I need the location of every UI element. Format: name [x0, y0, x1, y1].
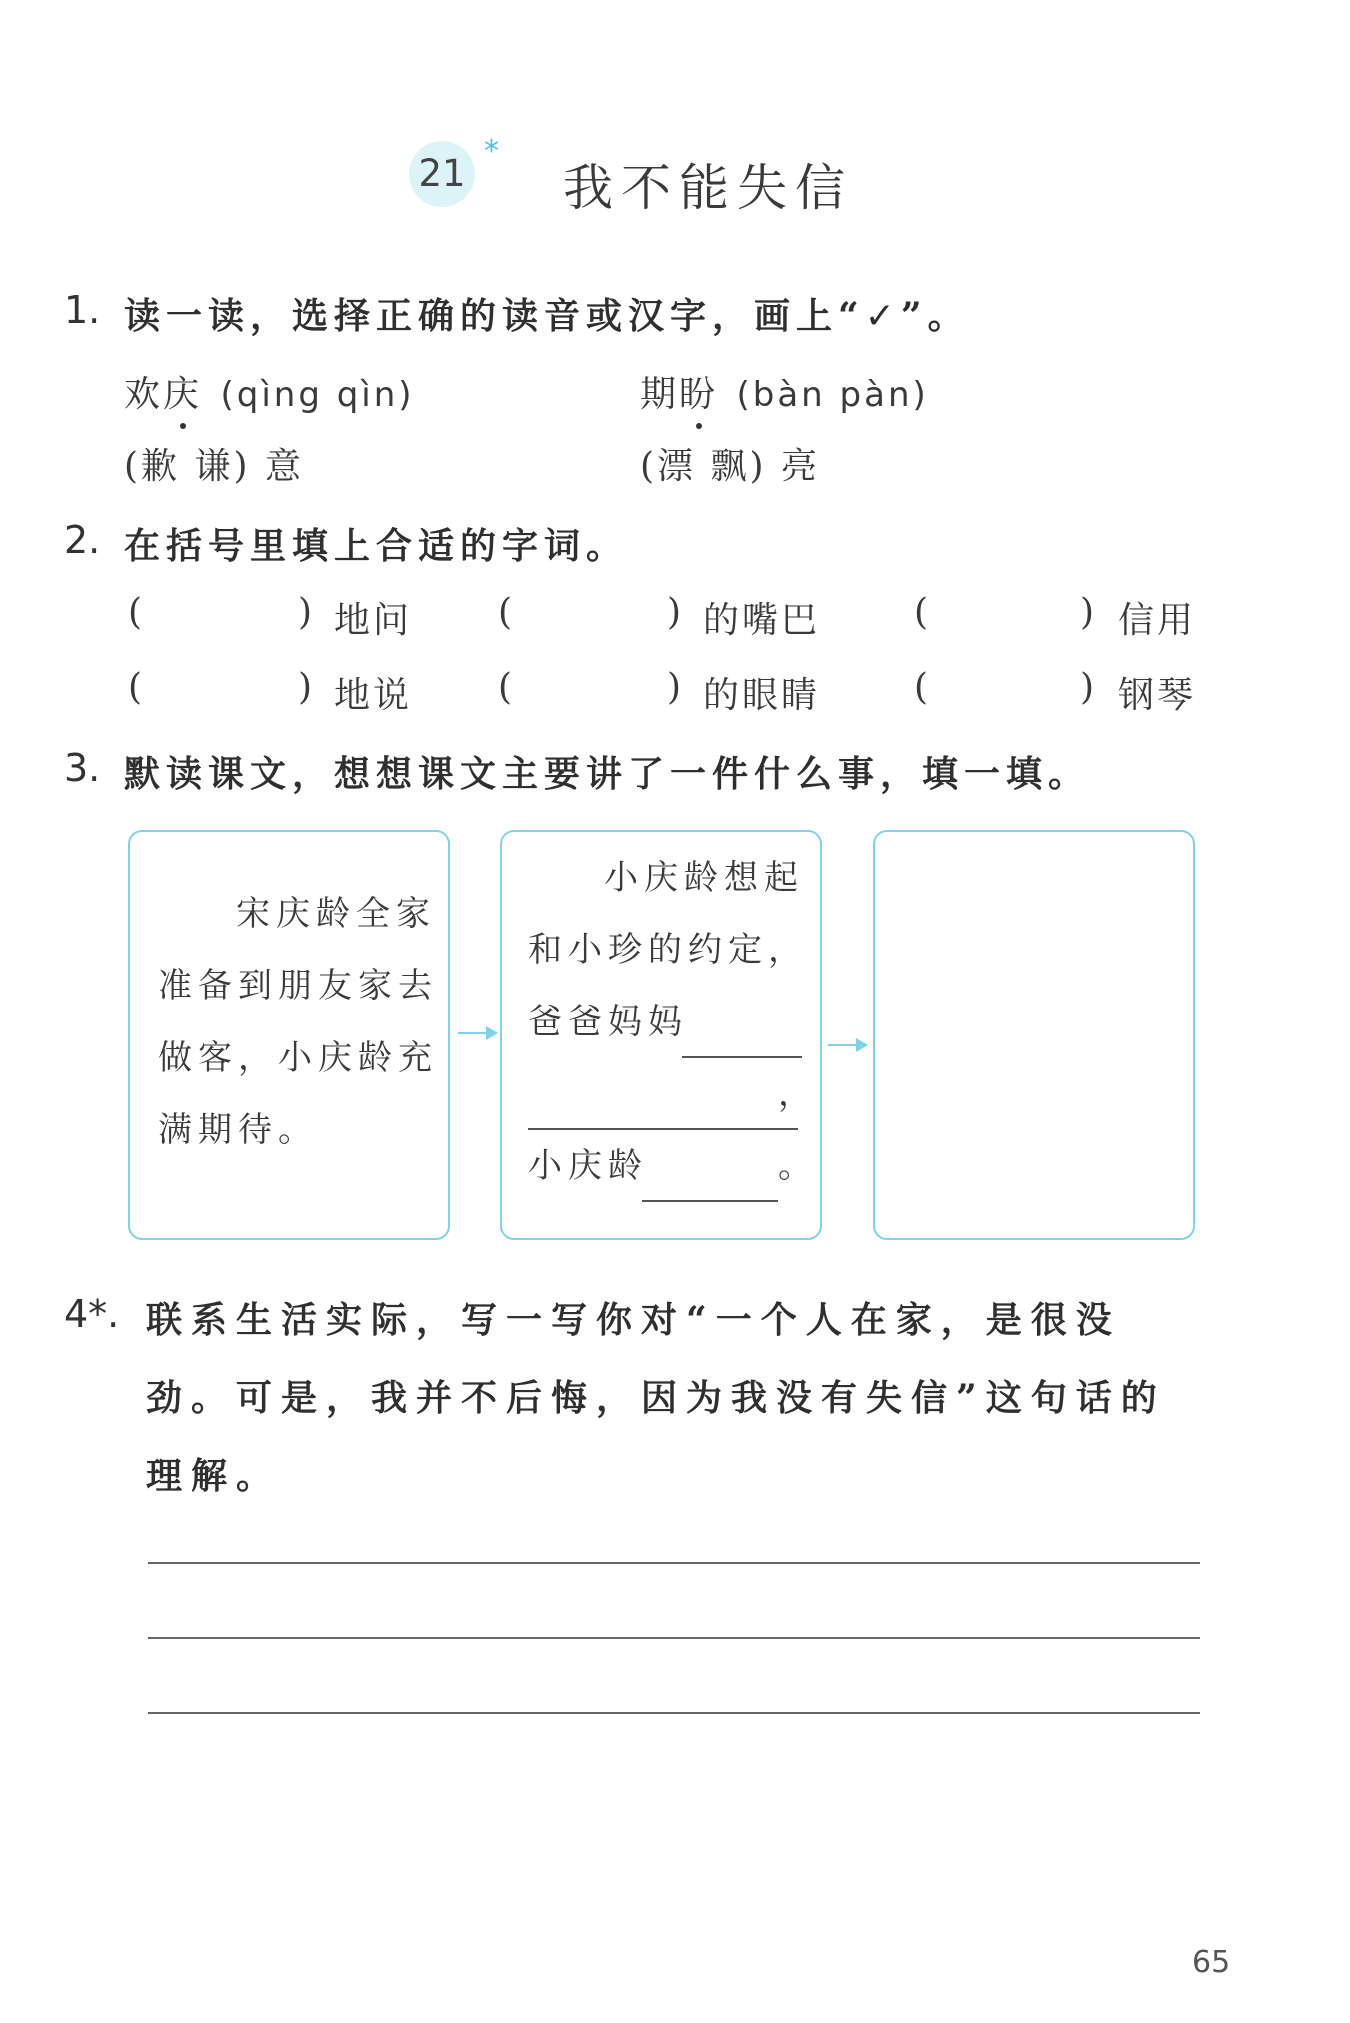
q1-item1-char: 欢 — [124, 374, 164, 415]
flow-box-end-answer[interactable] — [873, 830, 1195, 1240]
page-number: 65 — [1192, 1945, 1231, 1980]
q2-r1c3-open-paren[interactable]: ( — [914, 592, 929, 633]
q2-instruction: 在括号里填上合适的字词。 — [124, 525, 629, 567]
q1-item-pan — [640, 366, 929, 417]
box2-line-2: 和小珍的约定， — [528, 930, 808, 970]
q2-r1c1-close-paren[interactable]: ) — [298, 592, 313, 633]
q2-r2c1-open-paren[interactable]: ( — [128, 667, 143, 708]
q2-r2c3-open-paren[interactable]: ( — [914, 667, 929, 708]
q1-item-qing — [124, 366, 415, 417]
q2-r2c2-open-paren[interactable]: ( — [498, 667, 513, 708]
box1-line-4: 满期待。 — [158, 1110, 318, 1150]
flow-arrow-2 — [828, 1044, 866, 1046]
q2-r1c2-close-paren[interactable]: ) — [667, 592, 682, 633]
q1-instruction — [124, 288, 970, 339]
q2-r1c3-word: 信用 — [1118, 600, 1197, 641]
q2-r1c2-open-paren[interactable]: ( — [498, 592, 513, 633]
q1-item2-dotted-char: 盼 — [679, 366, 718, 417]
q2-r1c1-word: 地问 — [334, 600, 413, 641]
flow-box-start — [128, 830, 450, 1240]
q2-r1c1-open-paren[interactable]: ( — [128, 592, 143, 633]
q1-item2-options[interactable]: (bàn pàn) — [736, 375, 929, 415]
q4-line-1: 联系生活实际，写一写你对“一个人在家，是很没 — [146, 1299, 1121, 1341]
box2-blank-3[interactable] — [642, 1200, 778, 1202]
q2-r1c2-word: 的嘴巴 — [703, 600, 821, 641]
box2-comma: ， — [778, 1074, 818, 1114]
q1-item-piaoliang[interactable]: (漂 飘) 亮 — [640, 446, 820, 487]
box2-line-5: 小庆龄 — [528, 1146, 648, 1186]
check-mark-icon: ✓ — [864, 296, 901, 337]
answer-line-2[interactable] — [148, 1637, 1200, 1639]
flow-arrow-1 — [458, 1032, 496, 1034]
box1-line-1: 宋庆龄全家 — [236, 894, 436, 934]
q2-r2c1-close-paren[interactable]: ) — [298, 667, 313, 708]
q2-r2c2-close-paren[interactable]: ) — [667, 667, 682, 708]
q4-number: 4*. — [64, 1292, 120, 1336]
q4-line-2: 劲。可是，我并不后悔，因为我没有失信”这句话的 — [146, 1377, 1166, 1419]
lesson-title: 我不能失信 — [563, 159, 853, 217]
lesson-number-badge: 21 — [409, 141, 475, 207]
q2-r2c3-word: 钢琴 — [1118, 675, 1197, 716]
box2-line-1: 小庆龄想起 — [604, 858, 804, 898]
q2-r2c1-word: 地说 — [334, 675, 413, 716]
q1-number: 1. — [64, 288, 101, 332]
box2-period: 。 — [778, 1146, 818, 1186]
answer-line-1[interactable] — [148, 1562, 1200, 1564]
box1-line-2: 准备到朋友家去 — [158, 966, 438, 1006]
q2-number: 2. — [64, 518, 101, 562]
box2-line-3: 爸爸妈妈 — [528, 1002, 688, 1042]
q1-item1-options[interactable]: (qìng qìn) — [220, 375, 415, 415]
q1-item-qianyi[interactable]: (歉 谦) 意 — [124, 446, 304, 487]
q2-r1c3-close-paren[interactable]: ) — [1080, 592, 1095, 633]
q2-r2c3-close-paren[interactable]: ) — [1080, 667, 1095, 708]
q1-item2-char: 期 — [640, 374, 680, 415]
q3-number: 3. — [64, 746, 101, 790]
optional-lesson-star: * — [484, 134, 499, 169]
q1-item1-dotted-char: 庆 — [163, 366, 202, 417]
box1-line-3: 做客，小庆龄充 — [158, 1038, 438, 1078]
q3-instruction: 默读课文，想想课文主要讲了一件什么事，填一填。 — [124, 753, 1091, 795]
q4-line-3: 理解。 — [146, 1455, 282, 1497]
answer-line-3[interactable] — [148, 1712, 1200, 1714]
q2-r2c2-word: 的眼睛 — [703, 675, 821, 716]
q1-instruction-start: 读一读，选择正确的读音或汉字，画上“ — [124, 295, 865, 337]
q1-instruction-end: ”。 — [900, 295, 970, 337]
flow-box-middle — [500, 830, 822, 1240]
